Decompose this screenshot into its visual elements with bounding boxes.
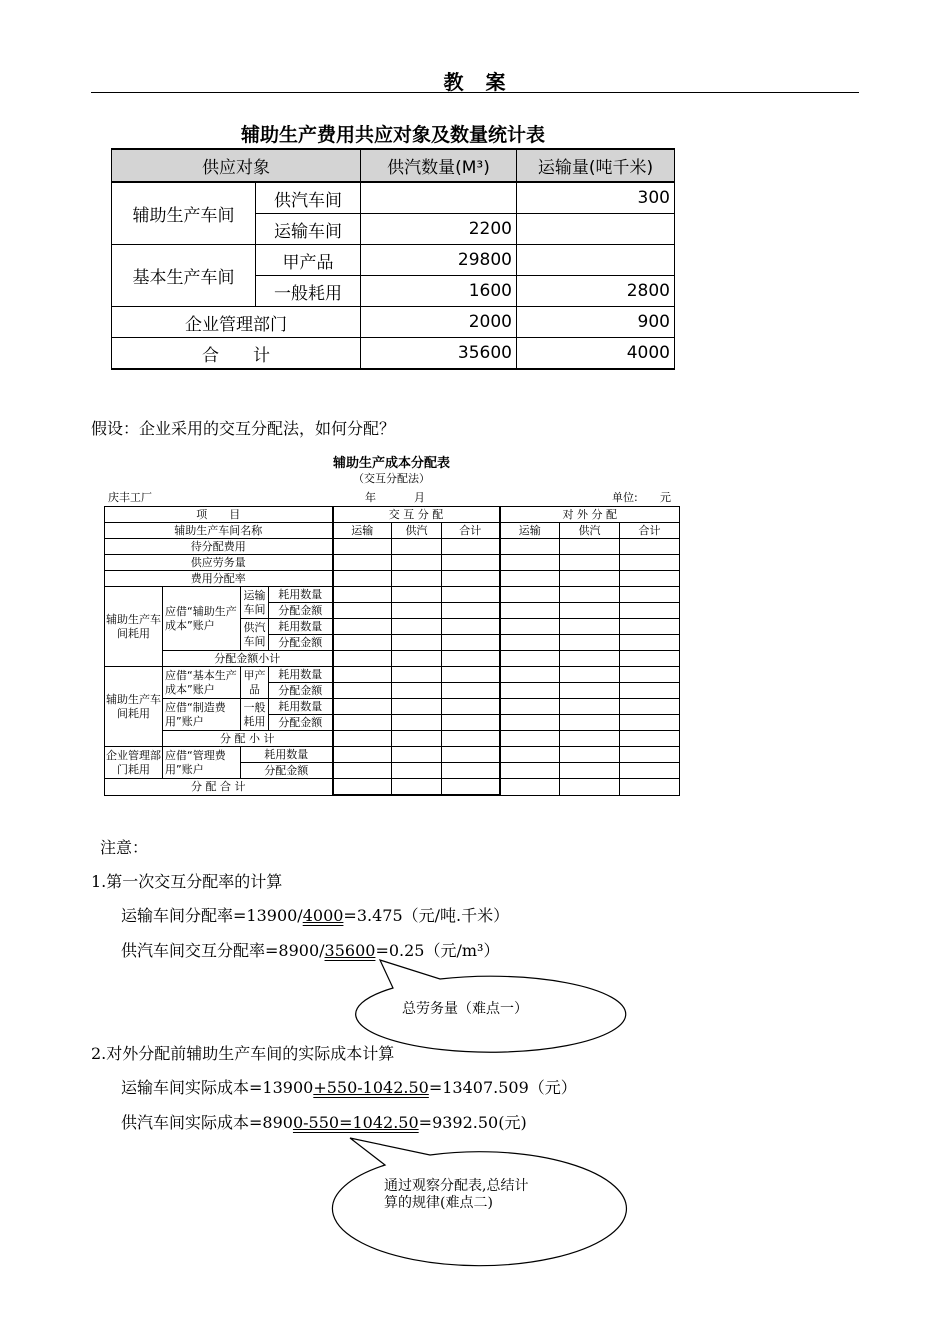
month-label: 月 (414, 491, 425, 504)
header-cell: 运输量(吨千米) (517, 149, 675, 182)
table2-subtitle: （交互分配法） (353, 472, 430, 485)
transport-cell: 2800 (517, 276, 675, 307)
table1-title: 辅助生产费用共应对象及数量统计表 (240, 124, 545, 146)
qty-label: 耗用数量 (269, 587, 333, 603)
aux-account-label: 应借“辅助生产成本”账户 (163, 587, 241, 651)
callout-1-text: 总劳务量（难点一） (402, 1001, 528, 1017)
qty-label: 耗用数量 (269, 619, 333, 635)
mgmt-account-label: 应借“管理费用”账户 (163, 747, 241, 779)
formula-steam-rate: 供汽车间交互分配率=8900/35600=0.25（元/m³） (121, 941, 500, 960)
qty-label: 耗用数量 (269, 699, 333, 715)
factory-name: 庆丰工厂 (108, 491, 152, 504)
steam-cell: 35600 (361, 338, 517, 370)
amt-label: 分配金额 (269, 683, 333, 699)
mgmt-group-label: 企业管理部门耗用 (105, 747, 163, 779)
product-a-label: 甲产品 (241, 667, 269, 699)
unit-label: 单位: (612, 491, 638, 504)
subtotal1-label: 分配金额小计 (163, 651, 333, 667)
section-1-heading: 1.第一次交互分配率的计算 (91, 872, 283, 891)
callout-2-line1: 通过观察分配表,总结计 (384, 1178, 529, 1194)
subhead: 供汽 (560, 523, 620, 539)
steam-cell: 1600 (361, 276, 517, 307)
amt-label: 分配金额 (269, 635, 333, 651)
sub-label: 供汽车间 (256, 182, 361, 214)
transport-cell: 4000 (517, 338, 675, 370)
subhead: 合计 (442, 523, 500, 539)
formula-transport-cost: 运输车间实际成本=13900+550-1042.50=13407.509（元） (121, 1078, 577, 1097)
subhead: 供汽 (392, 523, 442, 539)
amt-label: 分配金额 (241, 763, 333, 779)
assumption-text: 假设：企业采用的交互分配法，如何分配？ (91, 419, 396, 438)
mgmt-label: 企业管理部门 (112, 307, 361, 338)
basic-group-label: 辅助生产车间耗用 (105, 667, 163, 747)
notes-heading: 注意： (100, 838, 149, 857)
table2-title: 辅助生产成本分配表 (332, 456, 450, 471)
transport-ws-label: 运输车间 (241, 587, 269, 619)
item-header: 项 目 (105, 507, 333, 523)
aux-group-label: 辅助生产车间耗用 (105, 587, 163, 667)
formula-steam-cost: 供汽车间实际成本=8900-550=1042.50=9392.50(元) (121, 1113, 527, 1132)
total-label: 合 计 (112, 338, 361, 370)
page-title: 教 案 (443, 70, 507, 94)
year-label: 年 (365, 491, 376, 504)
amt-label: 分配金额 (269, 715, 333, 731)
sub-label: 运输车间 (256, 214, 361, 245)
steam-cell: 2000 (361, 307, 517, 338)
subtotal2-label: 分 配 小 计 (163, 731, 333, 747)
group-label: 基本生产车间 (112, 245, 256, 307)
sub-label: 一般耗用 (256, 276, 361, 307)
header-cell: 供汽数量(M³) (361, 149, 517, 182)
callout-2-line2: 算的规律(难点二) (384, 1195, 493, 1211)
grand-total-label: 分 配 合 计 (105, 779, 333, 796)
steam-cell: 2200 (361, 214, 517, 245)
mfg-account-label: 应借“制造费用”账户 (163, 699, 241, 731)
pending-cost-label: 待分配费用 (105, 539, 333, 555)
workshop-name-label: 辅助生产车间名称 (105, 523, 333, 539)
formula-transport-rate: 运输车间分配率=13900/4000=3.475（元/吨.千米） (121, 906, 510, 925)
steam-cell: 29800 (361, 245, 517, 276)
transport-cell: 300 (517, 182, 675, 214)
qty-label: 耗用数量 (269, 667, 333, 683)
sub-label: 甲产品 (256, 245, 361, 276)
transport-cell: 900 (517, 307, 675, 338)
amt-label: 分配金额 (269, 603, 333, 619)
group-label: 辅助生产车间 (112, 182, 256, 245)
ext-header: 对 外 分 配 (500, 507, 680, 523)
header-cell: 供应对象 (112, 149, 361, 182)
callout-2-text (384, 1178, 528, 1212)
section-2-heading: 2.对外分配前辅助生产车间的实际成本计算 (91, 1044, 395, 1063)
supply-qty-label: 供应劳务量 (105, 555, 333, 571)
subhead: 合计 (620, 523, 680, 539)
steam-ws-label: 供汽车间 (241, 619, 269, 651)
qty-label: 耗用数量 (241, 747, 333, 763)
subhead: 运输 (333, 523, 392, 539)
basic-account-label: 应借“基本生产成本”账户 (163, 667, 241, 699)
inter-header: 交 互 分 配 (333, 507, 500, 523)
unit-value: 元 (660, 491, 671, 504)
general-use-label: 一般耗用 (241, 699, 269, 731)
rate-label: 费用分配率 (105, 571, 333, 587)
subhead: 运输 (500, 523, 560, 539)
